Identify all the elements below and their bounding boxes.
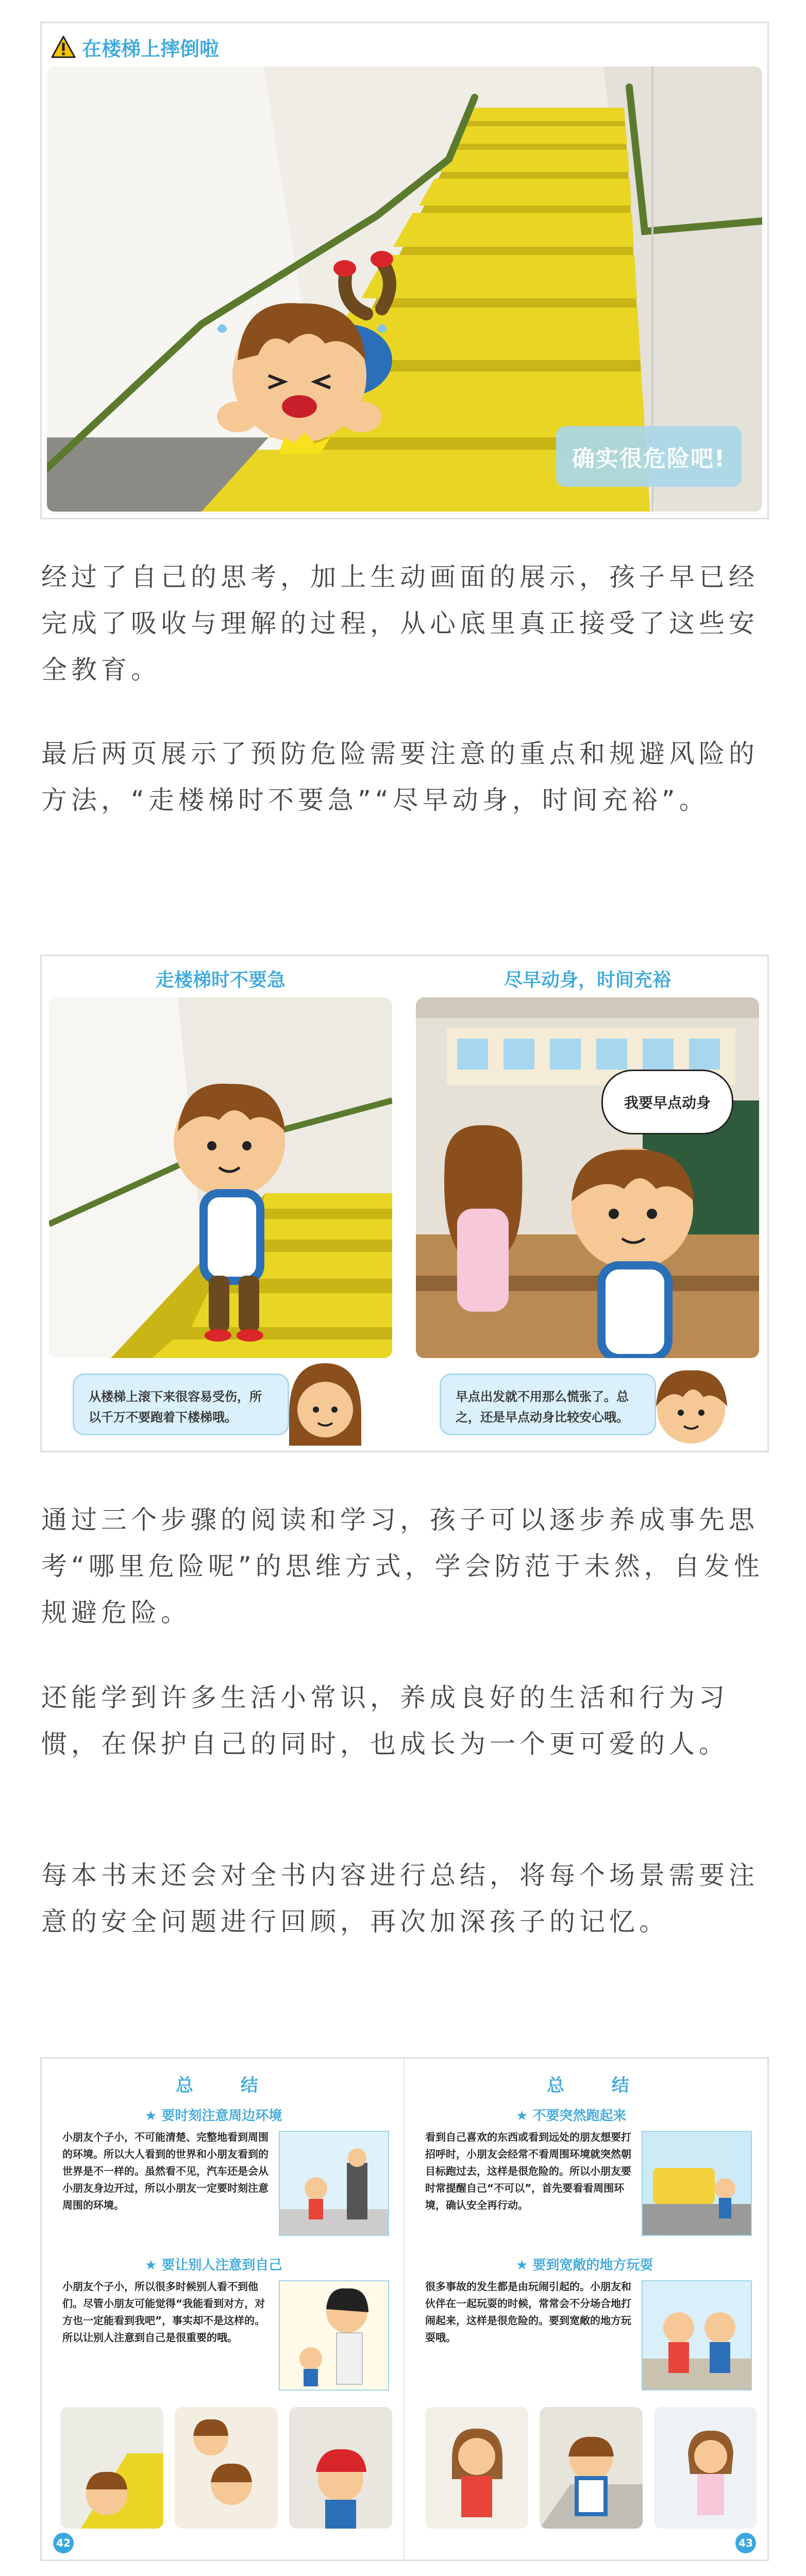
classroom-illustration [416, 997, 759, 1358]
paragraph-summary: 每本书末还会对全书内容进行总结，将每个场景需要注意的安全问题进行回顾，再次加深孩子的记忆。 [41, 1860, 759, 1937]
paragraph-absorb: 经过了自己的思考，加上生动画面的展示，孩子早已经完成了吸收与理解的过程，从心底里真正接受了这些安全教育。 [41, 562, 759, 685]
section-title-no-sudden-run: ★ 不要突然跑起来 [516, 2108, 627, 2124]
left-tip-bubble: 从楼梯上滚下来很容易受伤，所以千万不要跑着下楼梯哦。 [73, 1374, 289, 1435]
panel-title: 在楼梯上摔倒啦 [82, 37, 220, 60]
page-divider [404, 2059, 405, 2560]
stairs-fall-illustration [47, 66, 762, 512]
mother-face-icon [284, 1358, 366, 1446]
prevention-panel [40, 955, 769, 1452]
walking-stairs-illustration [49, 997, 392, 1358]
page-number-right: 43 [735, 2533, 756, 2553]
left-summary-title: 总 结 [176, 2075, 279, 2096]
section-image-surroundings [279, 2131, 389, 2236]
classroom-scene [416, 997, 759, 1358]
speech-bubble-text: 我要早点动身 [624, 1094, 711, 1111]
section-image-be-noticed [279, 2280, 389, 2391]
section-text-no-sudden-run: 看到自己喜欢的东西或看到远处的朋友想要打招呼时，小朋友会经常不看周围环境就突然朝目标跑过去，这样是很危险的。所以小朋友要时常提醒自己“不可以”，首先要看看周围环境，确认安全再行动。 [425, 2131, 631, 2211]
section-title-surroundings: ★ 要时刻注意周边环境 [145, 2108, 282, 2124]
section-image-play-open-space [642, 2280, 752, 2391]
boy-face-icon [650, 1358, 732, 1446]
thumb-kids-playing [175, 2407, 278, 2529]
walking-stairs-scene [49, 997, 392, 1358]
paragraph-three-steps: 通过三个步骤的阅读和学习，孩子可以逐步养成事先思考“哪里危险呢”的思维方式，学会防范于未然，自发性规避危险。 [41, 1505, 764, 1628]
stairs-fall-panel [40, 22, 769, 519]
right-tip-bubble: 早点出发就不用那么慌张了。总之，还是早点动身比较安心哦。 [440, 1374, 656, 1435]
thumb-red-hat-kid [289, 2407, 392, 2529]
section-title-play-open-space: ★ 要到宽敞的地方玩耍 [516, 2258, 653, 2273]
speech-bubble [601, 1070, 733, 1134]
panel-header [51, 31, 219, 62]
section-image-no-sudden-run [642, 2131, 752, 2236]
right-page-title: 尽早动身，时间充裕 [503, 970, 671, 991]
page-number-left: 42 [53, 2533, 74, 2553]
section-text-surroundings: 小朋友个子小，不可能清楚、完整地看到周围的环境。所以大人看到的世界和小朋友看到的世界是不一样的。虽然看不见，汽车还是会从小朋友身边开过，所以小朋友一定要时刻注意周围的环境。 [62, 2131, 268, 2211]
section-text-play-open-space: 很多事故的发生都是由玩闹引起的。小朋友和伙伴在一起玩耍的时候，常常会不分场合地打闹起来，这样是很危险的。要到宽敞的地方玩耍哦。 [425, 2280, 631, 2344]
thumb-stairs-fall [60, 2407, 163, 2529]
section-text-be-noticed: 小朋友个子小，所以很多时候别人看不到他们。尽管小朋友可能觉得“我能看到对方，对方也一定能看到我吧”，事实却不是这样的。所以让别人注意到自己是很重要的哦。 [62, 2280, 265, 2344]
paragraph-last-pages: 最后两页展示了预防危险需要注意的重点和规避风险的方法，“走楼梯时不要急”“尽早动身，时间充裕”。 [41, 739, 759, 815]
right-summary-title: 总 结 [547, 2075, 650, 2096]
danger-caption-text: 确实很危险吧! [572, 446, 726, 472]
section-title-be-noticed: ★ 要让别人注意到自己 [145, 2258, 282, 2273]
thumb-kid-stairs [540, 2407, 643, 2529]
warning-triangle-icon [51, 36, 76, 58]
paragraph-life-tips: 还能学到许多生活小常识，养成良好的生活和行为习惯，在保护自己的同时，也成长为一个更可爱的人。 [41, 1683, 729, 1759]
thumb-girl-walking [654, 2407, 757, 2529]
summary-pages-panel [40, 2057, 769, 2561]
thumb-girl-waving [425, 2407, 528, 2529]
left-page-title: 走楼梯时不要急 [155, 970, 286, 991]
danger-caption-bubble [556, 426, 742, 487]
